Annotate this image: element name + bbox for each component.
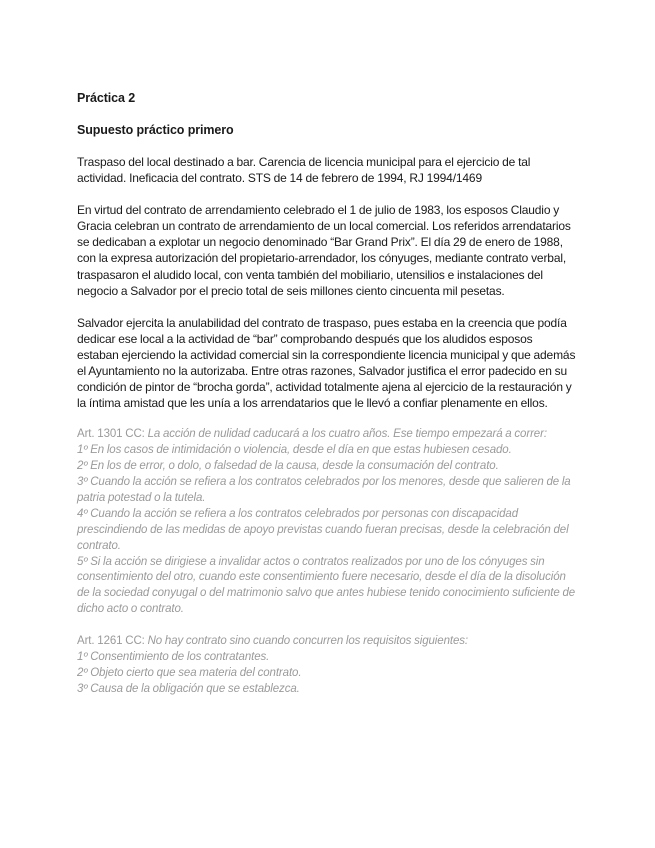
article-item: 2º Objeto cierto que sea materia del contrato.: [77, 667, 302, 679]
article-item: 3º Cuando la acción se refiera a los contratos celebrados por los menores, desde que salieren de la patria potestad o la tutela.: [77, 476, 571, 504]
document-page: [77, 90, 577, 698]
article-item: 3º Causa de la obligación que se establezca.: [77, 682, 300, 695]
paragraph-summary: Traspaso del local destinado a bar. Carencia de licencia municipal para el ejercicio de tal actividad. Ineficacia del contrato. STS de 14 de febrero de 1994, RJ 1994/1469: [77, 155, 531, 186]
article-intro: La acción de nulidad caducará a los cuatro años. Ese tiempo empezará a correr:: [147, 428, 547, 441]
article-item: 1º En los casos de intimidación o violencia, desde el día en que estas hubiesen cesado.: [77, 444, 512, 457]
article-item: 1º Consentimiento de los contratantes.: [77, 651, 270, 664]
article-1301-block: [77, 427, 577, 618]
article-ref: Art. 1301 CC:: [77, 428, 145, 441]
article-item: 2º En los de error, o dolo, o falsedad de la causa, desde la consumación del contrato.: [77, 460, 499, 473]
article-ref: Art. 1261 CC:: [77, 635, 145, 648]
article-item: 5º Si la acción se dirigiese a invalidar actos o contratos realizados por uno de los cónyuges sin consentimiento del otro, cuando este consentimiento fuere necesario, desde el día de la disolución de la sociedad conyugal o del matrimonio salvo que antes hubiese tenido conocimiento suficiente de dicho acto o contrato.: [77, 555, 576, 616]
paragraph-facts: En virtud del contrato de arrendamiento celebrado el 1 de julio de 1983, los esposos Claudio y Gracia celebran un contrato de arrendamiento de un local comercial. Los referidos arrendatarios se dedicaban a explotar un negocio denominado “Bar Grand Prix”. El día 29 de enero de 1988, con la expresa autorización del propietario-arrendador, los cónyuges, mediante contrato verbal, traspasaron el aludido local, con venta también del mobiliario, utensilios e instalaciones del negocio a Salvador por el precio total de seis millones ciento cincuenta mil pesetas.: [77, 203, 571, 298]
article-1261-block: [77, 634, 577, 698]
document-subtitle: Supuesto práctico primero: [77, 123, 234, 137]
article-item: 4º Cuando la acción se refiera a los contratos celebrados por personas con discapacidad prescindiendo de las medidas de apoyo previstas cuando fueran precisas, desde la celebración del contrato.: [77, 507, 569, 552]
paragraph-claim: Salvador ejercita la anulabilidad del contrato de traspaso, pues estaba en la creencia que podía dedicar ese local a la actividad de “bar” comprobando después que los aludidos esposos estaban ejerciendo la actividad comercial sin la correspondiente licencia municipal y que además el Ayuntamiento no la autorizaba. Entre otras razones, Salvador justifica el error padecido en su condición de pintor de “brocha gorda”, actividad totalmente ajena al ejercicio de la restauración y la íntima amistad que les unía a los arrendatarios que le llevó a confiar plenamente en ellos.: [77, 315, 576, 411]
article-intro: No hay contrato sino cuando concurren los requisitos siguientes:: [147, 635, 468, 648]
document-title: Práctica 2: [77, 91, 136, 105]
